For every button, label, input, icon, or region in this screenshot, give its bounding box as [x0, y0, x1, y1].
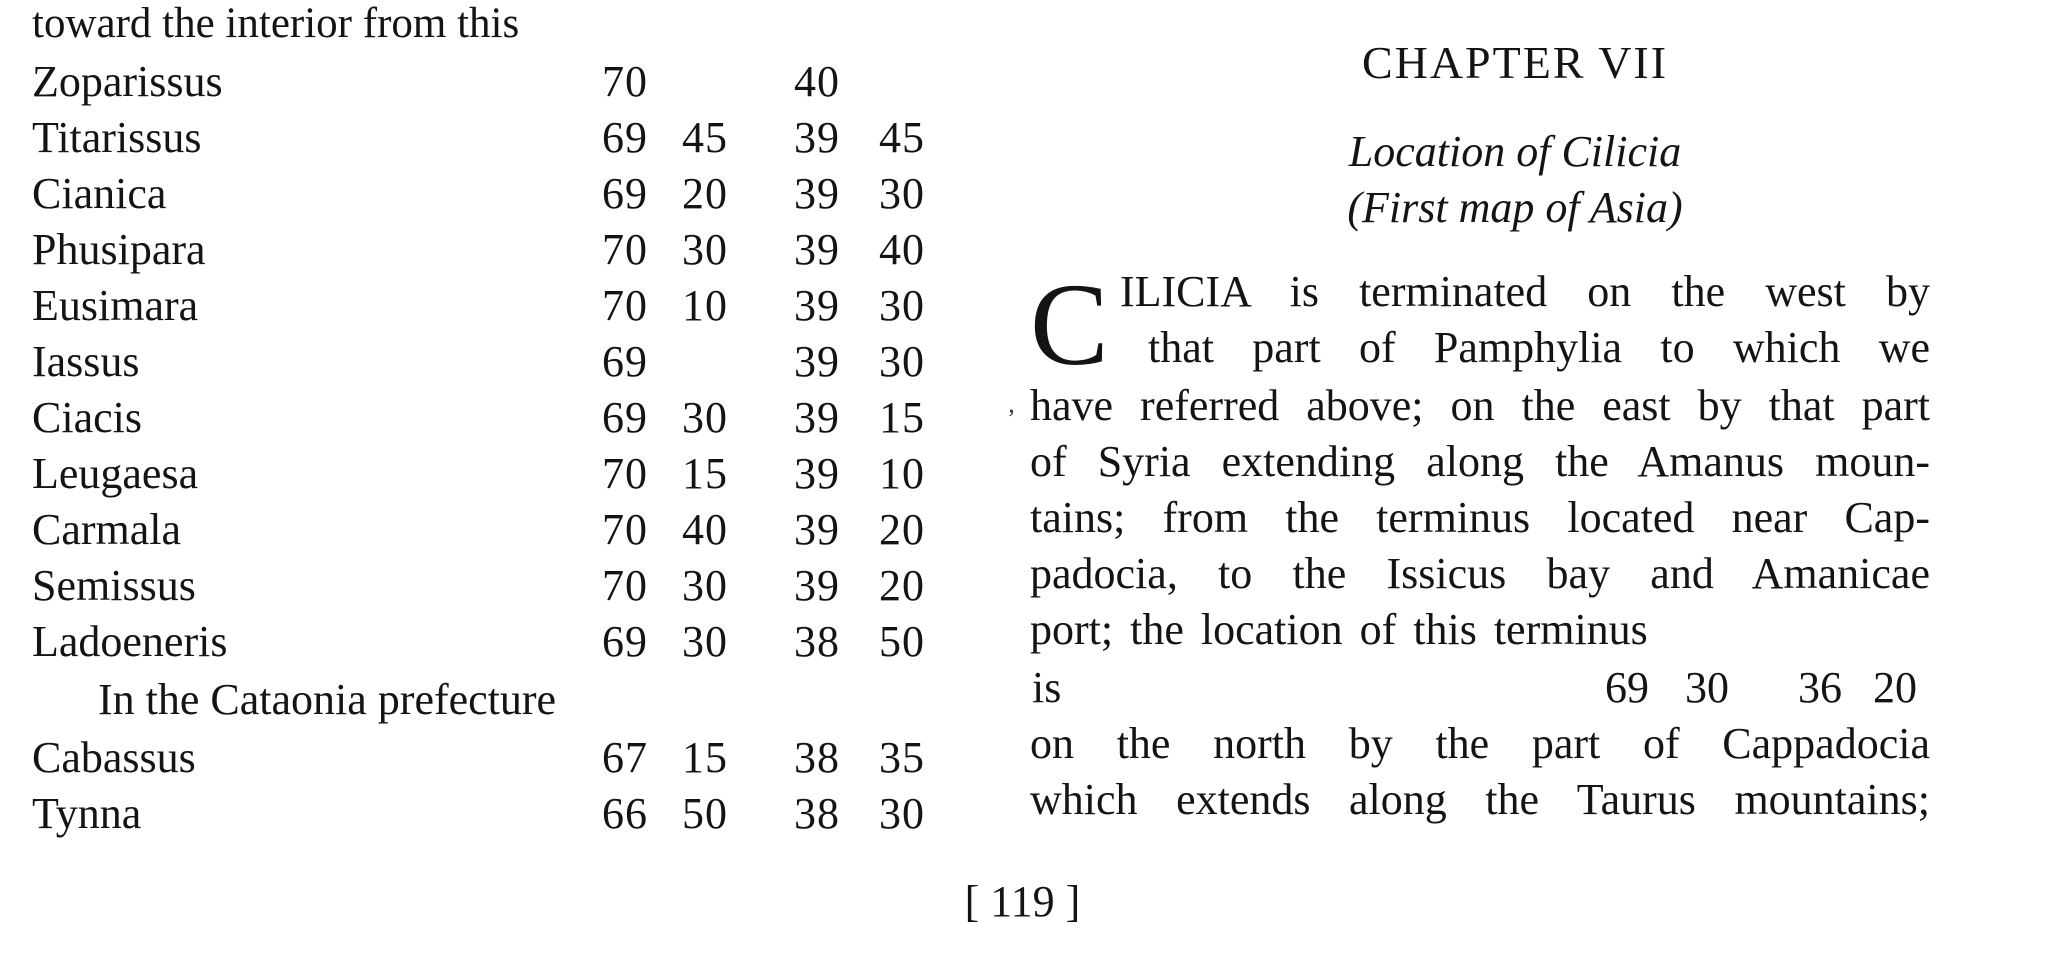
longitude-degrees: 70: [602, 561, 648, 610]
latitude-minutes: 20: [1873, 663, 1917, 712]
paragraph-line: have referred above; on the east by that part: [1030, 381, 1930, 430]
table-row: [32, 281, 962, 340]
longitude-degrees: 67: [602, 733, 648, 782]
table-row: [32, 169, 962, 228]
latitude-degrees: 39: [794, 225, 840, 274]
longitude-minutes: 40: [682, 505, 728, 554]
longitude-degrees: 70: [602, 281, 648, 330]
longitude-degrees: 69: [602, 617, 648, 666]
table-row: [32, 57, 962, 116]
latitude-degrees: 39: [794, 393, 840, 442]
longitude-minutes: 50: [682, 789, 728, 838]
paragraph-line: port; the location of this terminus: [1030, 605, 1648, 654]
longitude-degrees: 70: [602, 57, 648, 106]
paragraph-line: padocia, to the Issicus bay and Amanicae: [1030, 549, 1930, 598]
place-name: Cabassus: [32, 733, 196, 782]
place-name: Leugaesa: [32, 449, 199, 498]
place-name: Iassus: [32, 337, 140, 386]
table-row: [32, 561, 962, 620]
page-number: [ 119 ]: [964, 877, 1081, 926]
latitude-minutes: 45: [879, 113, 925, 162]
latitude-degrees: 39: [794, 169, 840, 218]
longitude-degrees: 70: [602, 225, 648, 274]
longitude-minutes: 15: [682, 733, 728, 782]
latitude-minutes: 15: [879, 393, 925, 442]
place-name: Zoparissus: [32, 57, 223, 106]
place-name: Eusimara: [32, 281, 199, 330]
longitude-minutes: 30: [682, 561, 728, 610]
latitude-degrees: 38: [794, 733, 840, 782]
paragraph-line: tains; from the terminus located near Cap-: [1030, 493, 1930, 542]
table-row: [32, 789, 962, 848]
place-name: Phusipara: [32, 225, 206, 274]
latitude-minutes: 35: [879, 733, 925, 782]
longitude-degrees: 69: [602, 393, 648, 442]
place-name: Titarissus: [32, 113, 202, 162]
table-row: [32, 113, 962, 172]
paragraph-line: which extends along the Taurus mountains;: [1030, 775, 1930, 824]
latitude-degrees: 39: [794, 561, 840, 610]
latitude-degrees: 36: [1798, 663, 1842, 712]
table-row: [32, 337, 962, 396]
longitude-degrees: 69: [602, 113, 648, 162]
longitude-minutes: 10: [682, 281, 728, 330]
place-name: Tynna: [32, 789, 142, 838]
latitude-degrees: 39: [794, 113, 840, 162]
paragraph-line: ILICIA is terminated on the west by: [1120, 267, 1930, 316]
longitude-degrees: 69: [602, 337, 648, 386]
chapter-subtitle: Location of Cilicia: [1348, 127, 1682, 176]
longitude-degrees: 66: [602, 789, 648, 838]
chapter-subtitle-map: (First map of Asia): [1347, 183, 1683, 232]
latitude-minutes: 30: [879, 169, 925, 218]
longitude-minutes: 30: [682, 617, 728, 666]
longitude-degrees: 70: [602, 449, 648, 498]
table-intro-text: toward the interior from this: [32, 0, 520, 47]
latitude-degrees: 40: [794, 57, 840, 106]
latitude-minutes: 30: [879, 789, 925, 838]
table-row: [32, 505, 962, 564]
longitude-minutes: 30: [682, 393, 728, 442]
latitude-degrees: 39: [794, 505, 840, 554]
longitude-minutes: 30: [1685, 663, 1729, 712]
latitude-minutes: 10: [879, 449, 925, 498]
table-row: [32, 393, 962, 452]
longitude-degrees: 69: [602, 169, 648, 218]
longitude-minutes: 15: [682, 449, 728, 498]
table-row: [32, 617, 962, 676]
place-name: Cianica: [32, 169, 167, 218]
table-row: [32, 225, 962, 284]
margin-mark: ʼ: [1007, 404, 1016, 433]
latitude-minutes: 40: [879, 225, 925, 274]
drop-cap: C: [1030, 259, 1109, 390]
latitude-minutes: 50: [879, 617, 925, 666]
latitude-degrees: 39: [794, 337, 840, 386]
latitude-degrees: 38: [794, 789, 840, 838]
paragraph-line: that part of Pamphylia to which we: [1148, 323, 1930, 372]
section-subheading: In the Cataonia prefecture: [98, 675, 557, 724]
longitude-degrees: 70: [602, 505, 648, 554]
longitude-minutes: 20: [682, 169, 728, 218]
place-name: Carmala: [32, 505, 182, 554]
longitude-degrees: 69: [1605, 663, 1649, 712]
latitude-degrees: 38: [794, 617, 840, 666]
latitude-minutes: 20: [879, 505, 925, 554]
place-name: Semissus: [32, 561, 196, 610]
latitude-minutes: 30: [879, 337, 925, 386]
place-name: Ladoeneris: [32, 617, 228, 666]
paragraph-line: on the north by the part of Cappadocia: [1030, 719, 1930, 768]
longitude-minutes: 30: [682, 225, 728, 274]
paragraph-line: of Syria extending along the Amanus moun-: [1030, 437, 1930, 486]
latitude-minutes: 20: [879, 561, 925, 610]
chapter-heading: CHAPTER VII: [1361, 37, 1669, 88]
longitude-minutes: 45: [682, 113, 728, 162]
place-name: Ciacis: [32, 393, 142, 442]
latitude-degrees: 39: [794, 449, 840, 498]
table-row: [32, 733, 962, 792]
latitude-minutes: 30: [879, 281, 925, 330]
paragraph-word: is: [1032, 663, 1062, 712]
latitude-degrees: 39: [794, 281, 840, 330]
table-row: [32, 449, 962, 508]
